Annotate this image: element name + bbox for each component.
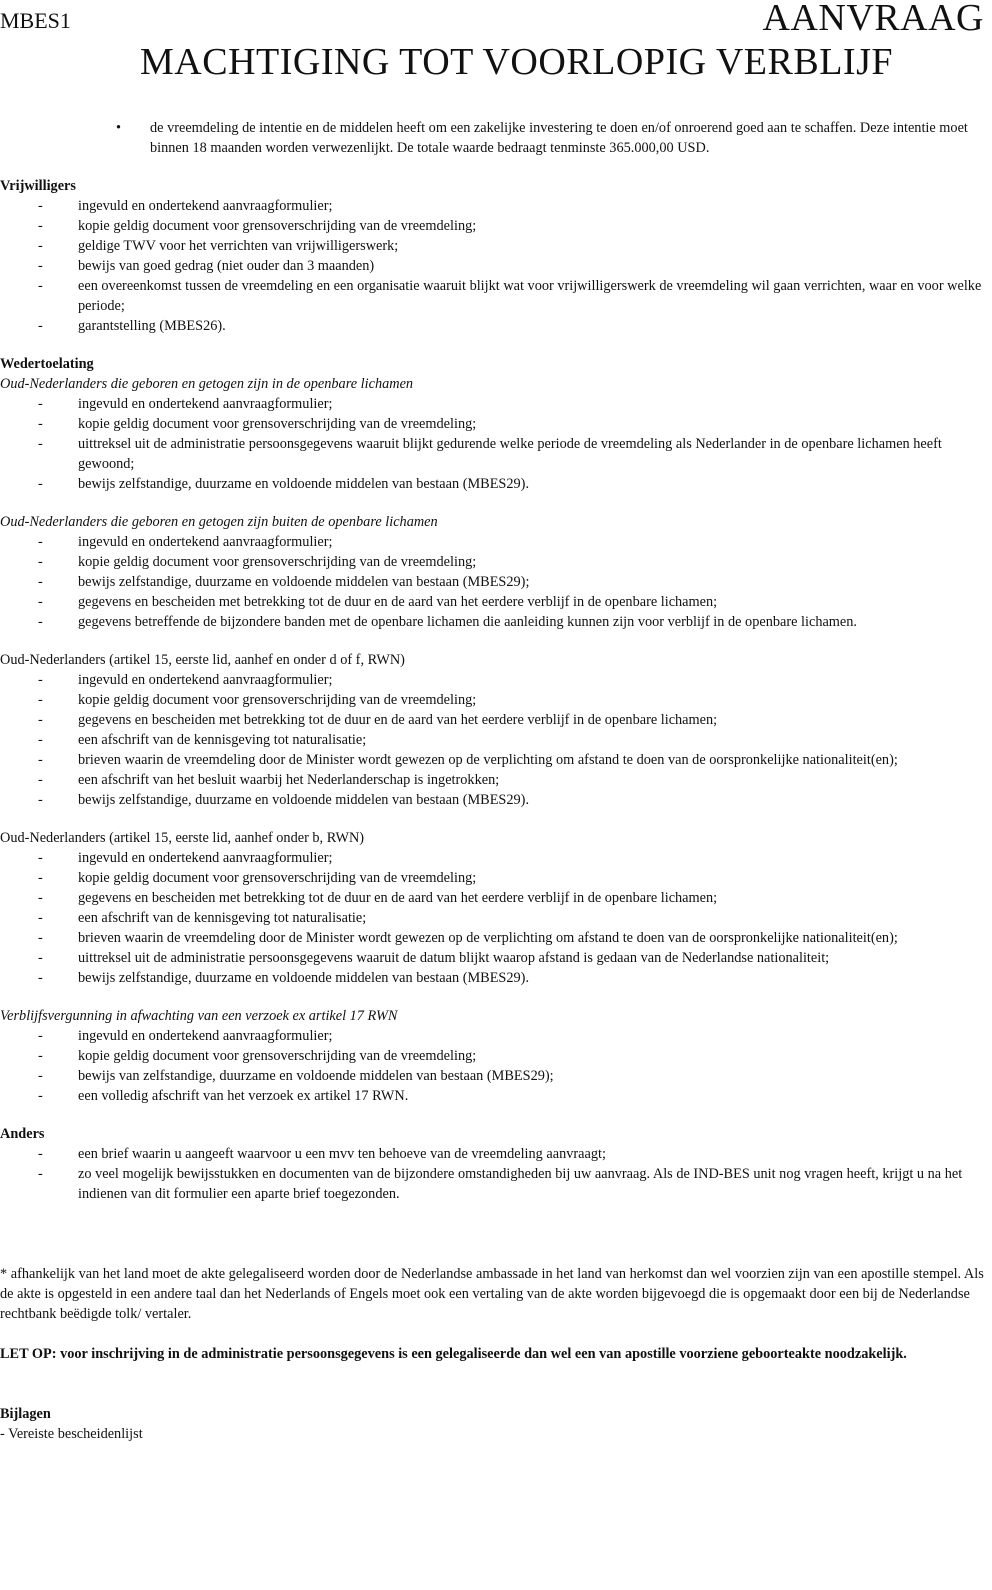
dash-marker: -	[38, 396, 43, 412]
subsection-title: Oud-Nederlanders (artikel 15, eerste lid, aanhef onder b, RWN)	[0, 830, 365, 846]
list-item	[0, 552, 984, 572]
form-code: MBES1	[0, 8, 71, 33]
list-item-text: zo veel mogelijk bewijsstukken en documenten van de bijzondere omstandigheden bij uw aanvraag. Als de IND-BES unit nog vragen heeft, krijgt u na het indienen van dit formulier een aparte brief toegezonden.	[78, 1166, 963, 1202]
requirement-list	[0, 1144, 984, 1204]
dash-marker: -	[38, 870, 43, 886]
subsection-title: Verblijfsvergunning in afwachting van een verzoek ex artikel 17 RWN	[0, 1008, 398, 1024]
intro-bullet	[0, 118, 984, 158]
list-item-text: ingevuld en ondertekend aanvraagformulier;	[78, 198, 333, 214]
list-item	[0, 908, 984, 928]
list-item	[0, 1066, 984, 1086]
list-item-text: gegevens betreffende de bijzondere banden met de openbare lichamen die aanleiding kunnen zijn voor verblijf in de openbare lichamen.	[78, 614, 857, 630]
dash-marker: -	[38, 1068, 43, 1084]
list-item	[0, 592, 984, 612]
dash-marker: -	[38, 1048, 43, 1064]
dash-marker: -	[38, 258, 43, 274]
subsection-title: Oud-Nederlanders die geboren en getogen zijn in de openbare lichamen	[0, 376, 414, 392]
dash-marker: -	[38, 574, 43, 590]
dash-marker: -	[38, 950, 43, 966]
subsection-title: Oud-Nederlanders die geboren en getogen zijn buiten de openbare lichamen	[0, 514, 438, 530]
bijlagen-title: Bijlagen	[0, 1406, 51, 1422]
list-item-text: kopie geldig document voor grensoverschrijding van de vreemdeling;	[78, 692, 477, 708]
dash-marker: -	[38, 318, 43, 334]
dash-marker: -	[38, 712, 43, 728]
section-title: Wedertoelating	[0, 356, 94, 372]
section-title: Anders	[0, 1126, 45, 1142]
section-title: Vrijwilligers	[0, 178, 76, 194]
dash-marker: -	[38, 732, 43, 748]
dash-marker: -	[38, 554, 43, 570]
footnote: * afhankelijk van het land moet de akte gelegaliseerd worden door de Nederlandse ambassade in het land van herkomst dan wel voorzien zijn van een apostille stempel. Als de akte is opgesteld in een andere taal dan het Nederlands of Engels moet ook een vertaling van de akte worden bijgevoegd die is opgemaakt door een bij de Nederlandse rechtbank beëdigde tolk/ vertaler.	[0, 1266, 984, 1322]
requirement-list	[0, 394, 984, 494]
list-item	[0, 790, 984, 810]
list-item-text: gegevens en bescheiden met betrekking tot de duur en de aard van het eerdere verblijf in de openbare lichamen;	[78, 890, 718, 906]
document-body	[0, 118, 984, 1444]
dash-marker: -	[38, 614, 43, 630]
list-item-text: bewijs zelfstandige, duurzame en voldoende middelen van bestaan (MBES29).	[78, 476, 530, 492]
list-item	[0, 710, 984, 730]
list-item-text: ingevuld en ondertekend aanvraagformulier;	[78, 396, 333, 412]
list-item	[0, 256, 984, 276]
list-item	[0, 1144, 984, 1164]
dash-marker: -	[38, 970, 43, 986]
list-item-text: kopie geldig document voor grensoverschrijding van de vreemdeling;	[78, 870, 477, 886]
list-item-text: een overeenkomst tussen de vreemdeling en een organisatie waaruit blijkt wat voor vrijwilligerswerk de vreemdeling wil gaan verrichten, waar en voor welke periode;	[78, 278, 982, 314]
dash-marker: -	[38, 692, 43, 708]
dash-marker: -	[38, 1088, 43, 1104]
dash-marker: -	[38, 238, 43, 254]
list-item-text: ingevuld en ondertekend aanvraagformulier;	[78, 1028, 333, 1044]
dash-marker: -	[38, 534, 43, 550]
list-item	[0, 1164, 984, 1204]
list-item-text: een afschrift van de kennisgeving tot naturalisatie;	[78, 910, 367, 926]
list-item-text: garantstelling (MBES26).	[78, 318, 226, 334]
list-item	[0, 236, 984, 256]
let-op-notice: LET OP: voor inschrijving in de administratie persoonsgegevens is een gelegaliseerde dan wel een van apostille voorziene geboorteakte noodzakelijk.	[0, 1346, 907, 1362]
requirement-list	[0, 848, 984, 988]
dash-marker: -	[38, 672, 43, 688]
list-item	[0, 888, 984, 908]
list-item	[0, 532, 984, 552]
dash-marker: -	[38, 1166, 43, 1182]
list-item	[0, 1046, 984, 1066]
list-item	[0, 394, 984, 414]
form-title-line1: AANVRAAG	[762, 0, 984, 39]
section-vrijwilligers	[0, 176, 984, 336]
list-item	[0, 572, 984, 592]
dash-marker: -	[38, 278, 43, 294]
list-item	[0, 928, 984, 948]
list-item	[0, 612, 984, 632]
list-item-text: een brief waarin u aangeeft waarvoor u een mvv ten behoeve van de vreemdeling aanvraagt;	[78, 1146, 606, 1162]
section-wedertoelating	[0, 354, 984, 1106]
dash-marker: -	[38, 890, 43, 906]
dash-marker: -	[38, 930, 43, 946]
dash-marker: -	[38, 218, 43, 234]
list-item	[0, 868, 984, 888]
list-item-text: gegevens en bescheiden met betrekking tot de duur en de aard van het eerdere verblijf in de openbare lichamen;	[78, 712, 718, 728]
list-item-text: ingevuld en ondertekend aanvraagformulier;	[78, 850, 333, 866]
dash-marker: -	[38, 1028, 43, 1044]
list-item	[0, 848, 984, 868]
list-item-text: een volledig afschrift van het verzoek ex artikel 17 RWN.	[78, 1088, 409, 1104]
dash-marker: -	[38, 594, 43, 610]
list-item	[0, 1086, 984, 1106]
dash-marker: -	[38, 910, 43, 926]
list-item	[0, 316, 984, 336]
list-item	[0, 434, 984, 474]
form-title-line2: MACHTIGING TOT VOORLOPIG VERBLIJF	[140, 41, 893, 83]
intro-bullet-text: de vreemdeling de intentie en de middelen heeft om een zakelijke investering te doen en/of onroerend goed aan te schaffen. Deze intentie moet binnen 18 maanden worden verwezenlijkt. De totale waarde bedraagt tenminste 365.000,00 USD.	[150, 120, 968, 156]
bullet-marker: •	[116, 120, 122, 136]
list-item-text: bewijs zelfstandige, duurzame en voldoende middelen van bestaan (MBES29).	[78, 792, 530, 808]
bijlagen-section	[0, 1404, 984, 1444]
subsection-title: Oud-Nederlanders (artikel 15, eerste lid, aanhef en onder d of f, RWN)	[0, 652, 405, 668]
list-item-text: bewijs zelfstandige, duurzame en voldoende middelen van bestaan (MBES29).	[78, 970, 530, 986]
dash-marker: -	[38, 198, 43, 214]
dash-marker: -	[38, 850, 43, 866]
requirement-list	[0, 196, 984, 336]
list-item-text: kopie geldig document voor grensoverschrijding van de vreemdeling;	[78, 416, 477, 432]
dash-marker: -	[38, 436, 43, 452]
list-item-text: gegevens en bescheiden met betrekking tot de duur en de aard van het eerdere verblijf in de openbare lichamen;	[78, 594, 718, 610]
list-item-text: een afschrift van het besluit waarbij het Nederlanderschap is ingetrokken;	[78, 772, 500, 788]
list-item-text: brieven waarin de vreemdeling door de Minister wordt gewezen op de verplichting om afstand te doen van de oorspronkelijke nationaliteit(en);	[78, 752, 898, 768]
list-item-text: kopie geldig document voor grensoverschrijding van de vreemdeling;	[78, 554, 477, 570]
list-item-text: uittreksel uit de administratie persoonsgegevens waaruit blijkt gedurende welke periode de vreemdeling als Nederlander in de openbare lichamen heeft gewoond;	[78, 436, 942, 472]
dash-marker: -	[38, 476, 43, 492]
bijlagen-item: - Vereiste bescheidenlijst	[0, 1426, 143, 1442]
list-item-text: uittreksel uit de administratie persoonsgegevens waaruit de datum blijkt waarop afstand is gedaan van de Nederlandse nationaliteit;	[78, 950, 830, 966]
list-item-text: bewijs zelfstandige, duurzame en voldoende middelen van bestaan (MBES29);	[78, 574, 530, 590]
list-item	[0, 690, 984, 710]
list-item	[0, 276, 984, 316]
list-item-text: ingevuld en ondertekend aanvraagformulier;	[78, 534, 333, 550]
list-item-text: kopie geldig document voor grensoverschrijding van de vreemdeling;	[78, 1048, 477, 1064]
list-item	[0, 414, 984, 434]
list-item-text: kopie geldig document voor grensoverschrijding van de vreemdeling;	[78, 218, 477, 234]
list-item-text: ingevuld en ondertekend aanvraagformulier;	[78, 672, 333, 688]
list-item-text: bewijs van zelfstandige, duurzame en voldoende middelen van bestaan (MBES29);	[78, 1068, 554, 1084]
list-item-text: geldige TWV voor het verrichten van vrijwilligerswerk;	[78, 238, 399, 254]
list-item-text: bewijs van goed gedrag (niet ouder dan 3 maanden)	[78, 258, 375, 274]
dash-marker: -	[38, 752, 43, 768]
list-item	[0, 196, 984, 216]
dash-marker: -	[38, 416, 43, 432]
list-item	[0, 474, 984, 494]
list-item	[0, 968, 984, 988]
dash-marker: -	[38, 1146, 43, 1162]
list-item	[0, 730, 984, 750]
list-item-text: een afschrift van de kennisgeving tot naturalisatie;	[78, 732, 367, 748]
list-item	[0, 1026, 984, 1046]
dash-marker: -	[38, 792, 43, 808]
list-item	[0, 770, 984, 790]
requirement-list	[0, 1026, 984, 1106]
list-item	[0, 948, 984, 968]
list-item	[0, 750, 984, 770]
list-item	[0, 670, 984, 690]
list-item-text: brieven waarin de vreemdeling door de Minister wordt gewezen op de verplichting om afstand te doen van de oorspronkelijke nationaliteit(en);	[78, 930, 898, 946]
dash-marker: -	[38, 772, 43, 788]
requirement-list	[0, 670, 984, 810]
list-item	[0, 216, 984, 236]
requirement-list	[0, 532, 984, 632]
section-anders	[0, 1124, 984, 1204]
